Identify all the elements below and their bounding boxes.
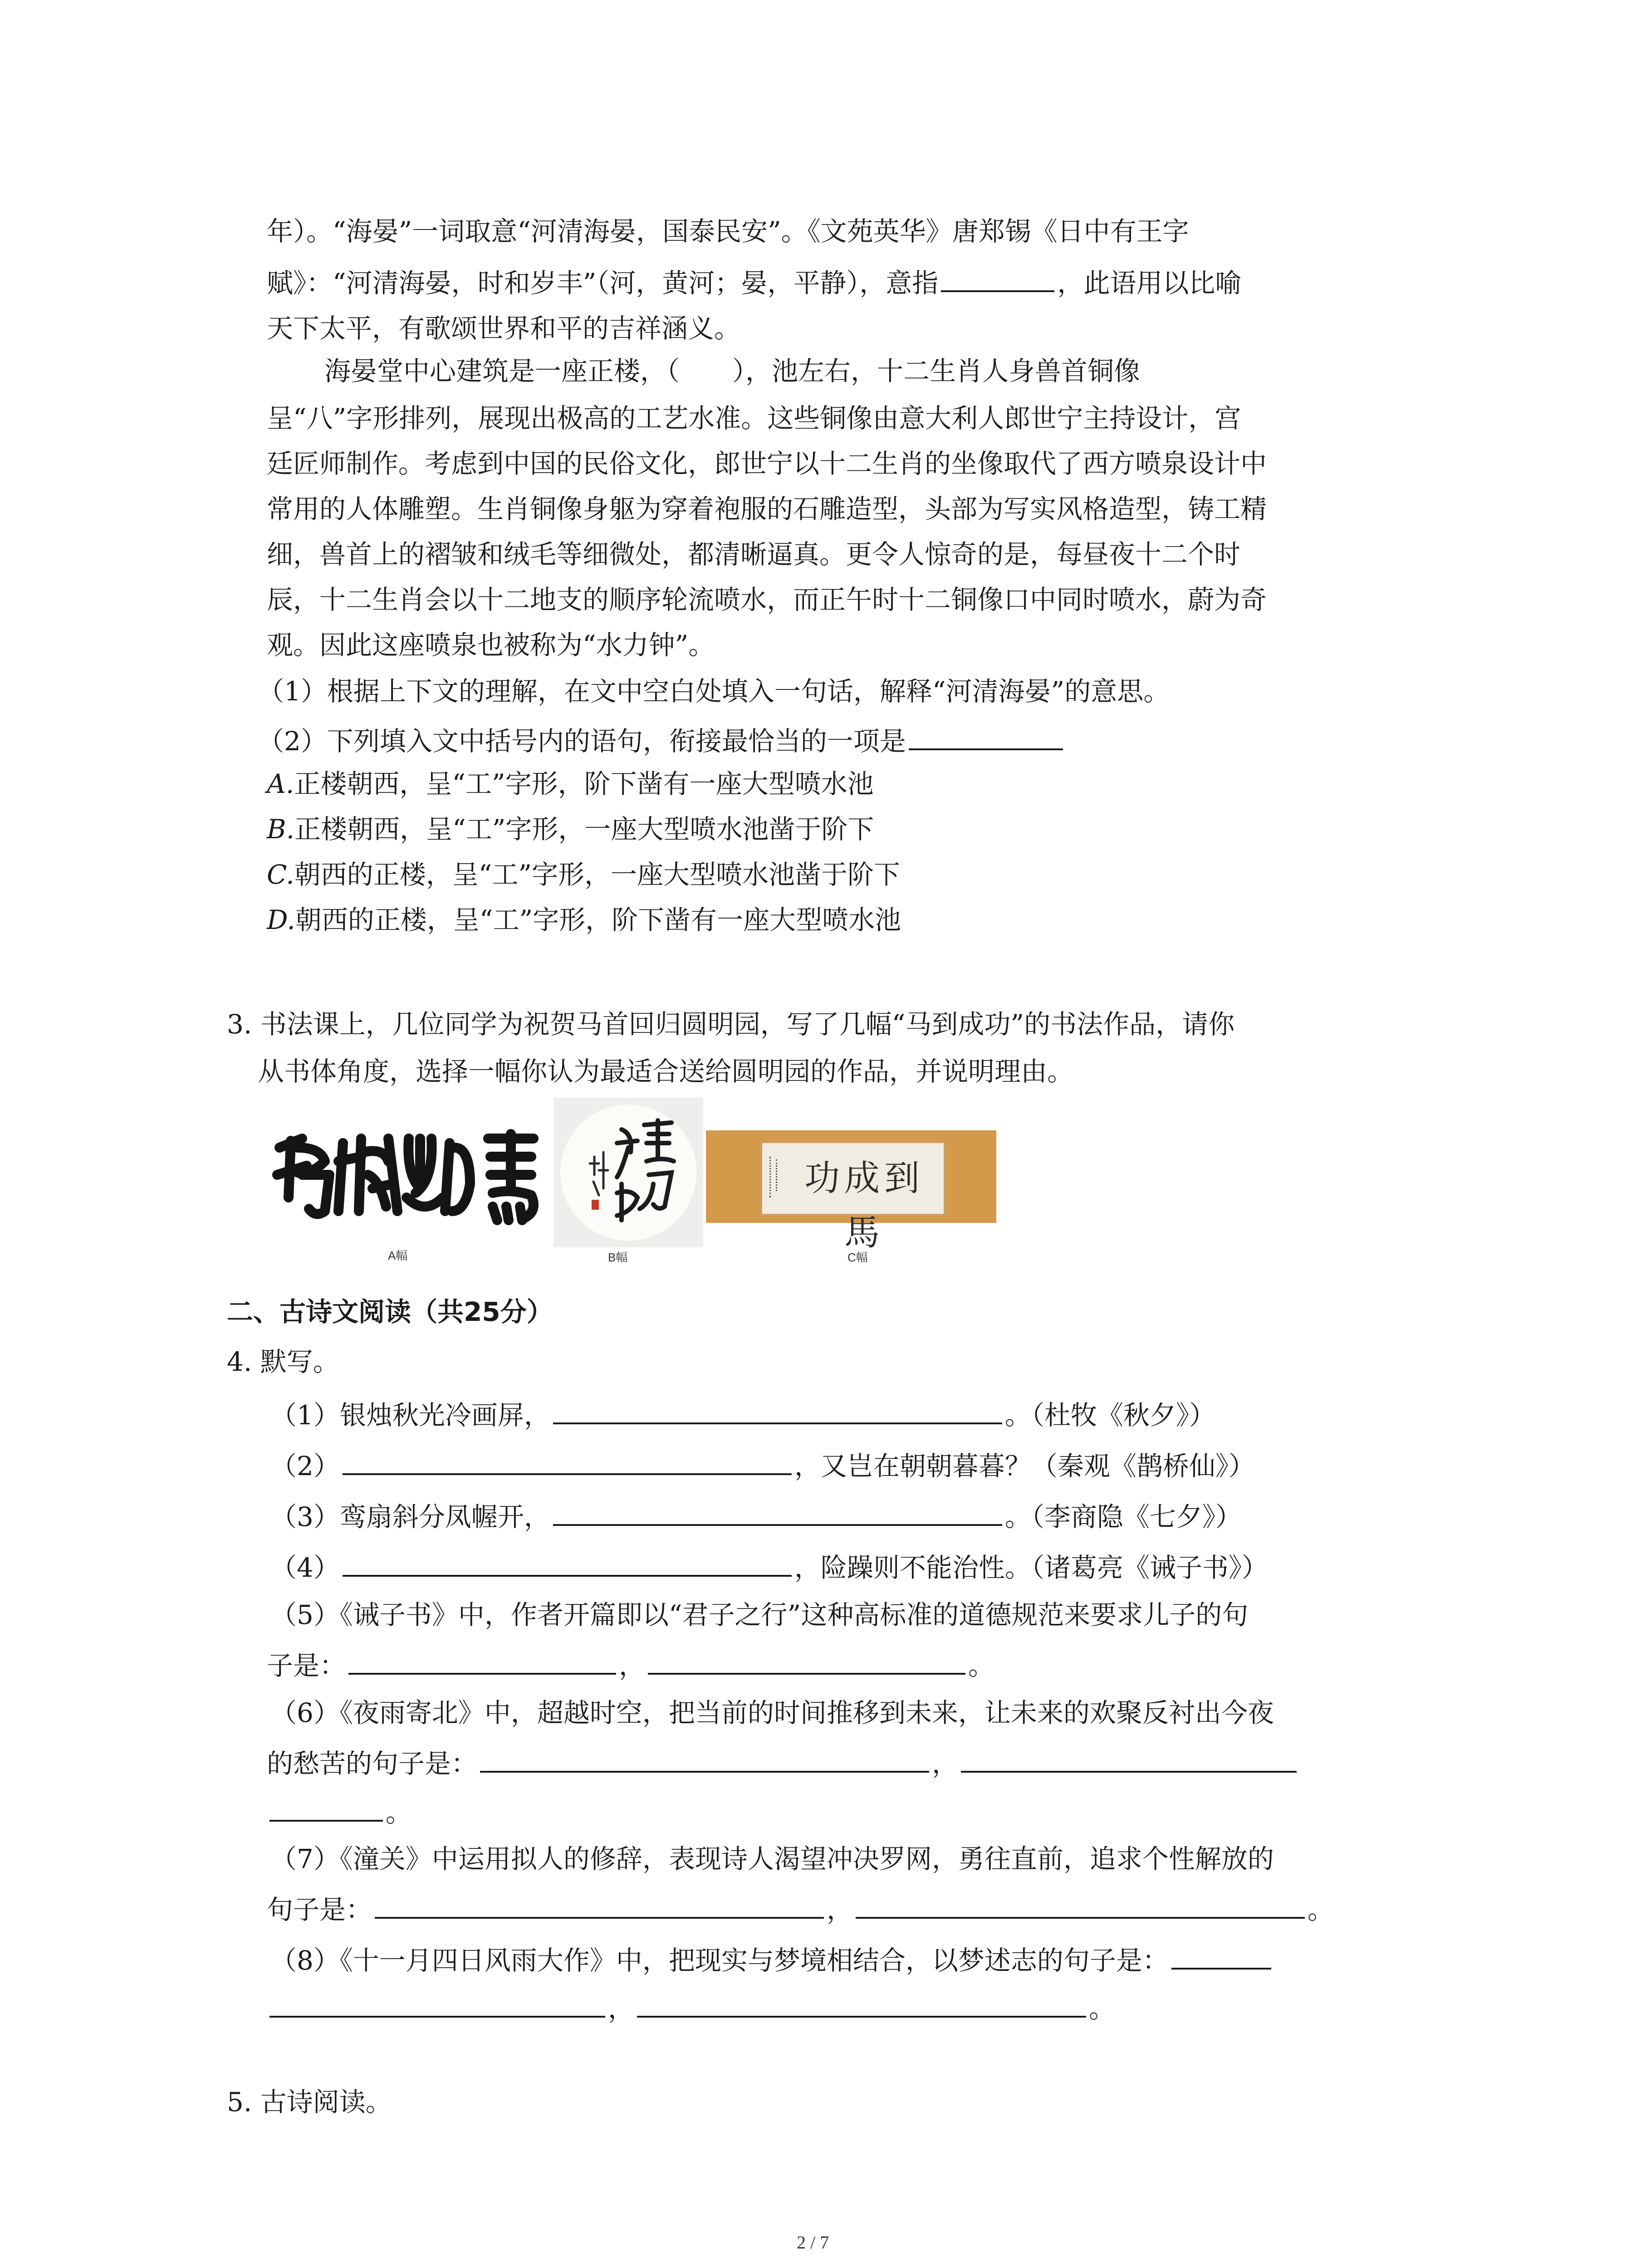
calligraphy-c-paper [760, 1141, 945, 1253]
q4-s1-blank[interactable] [553, 1394, 1002, 1424]
q4-s3 [270, 1496, 1242, 1535]
option-d-letter: D. [267, 904, 295, 935]
q4-title: 4. 默写。 [227, 1346, 339, 1377]
q4-s7-blank-1[interactable] [375, 1889, 824, 1919]
q4-s8-line-2 [267, 1988, 1115, 2027]
passage-line-2-text: 赋》：“河清海晏，时和岁丰”（河，黄河；晏，平静），意指 [267, 268, 939, 298]
q4-s3-source: 。（李商隐《七夕》） [1004, 1501, 1242, 1532]
q4-s4-blank[interactable] [343, 1547, 792, 1577]
q4-s7-line-1: （7）《潼关》中运用拟人的修辞，表现诗人渴望冲决罗网，勇往直前，追求个性解放的 [270, 1843, 1274, 1874]
option-b[interactable] [267, 811, 874, 847]
q2-sub2 [258, 720, 1066, 759]
q4-s3-blank[interactable] [553, 1496, 1002, 1526]
option-b-letter: B. [267, 814, 295, 845]
q4-s3-text: （3）鸾扇斜分凤幄开， [270, 1501, 550, 1532]
q4-s6-end: 。 [386, 1797, 412, 1828]
q4-s8-end: 。 [1089, 1993, 1116, 2024]
q3-line-2: 从书体角度，选择一幅你认为最适合送给圆明园的作品，并说明理由。 [258, 1056, 1074, 1087]
option-b-text: 正楼朝西，呈“工”字形，一座大型喷水池凿于阶下 [294, 814, 874, 845]
option-a-text: 正楼朝西，呈“工”字形，阶下凿有一座大型喷水池 [294, 768, 874, 799]
q4-s1-text: （1）银烛秋光冷画屏， [270, 1400, 550, 1431]
q3-line-1: 3. 书法课上，几位同学为祝贺马首回归圆明园，写了几幅“马到成功”的书法作品，请你 [227, 1009, 1235, 1040]
q4-s4-num: （4） [270, 1552, 340, 1583]
q5-title: 5. 古诗阅读。 [227, 2087, 392, 2117]
q4-s8-comma: ， [608, 1993, 635, 2024]
q2-sub2-text: （2）下列填入文中括号内的语句，衔接最恰当的一项是 [258, 726, 906, 757]
q4-s5-prefix: 子是： [267, 1650, 346, 1681]
q4-s5-line-1: （5）《诫子书》中，作者开篇即以“君子之行”这种高标准的道德规范来要求儿子的句 [270, 1599, 1249, 1630]
option-d[interactable] [267, 902, 901, 938]
q4-s2 [270, 1445, 1255, 1484]
q4-s5-blank-2[interactable] [648, 1645, 965, 1675]
q4-s6-blank-1[interactable] [480, 1743, 929, 1773]
q4-s2-text: ，又岂在朝朝暮暮？（秦观《鹊桥仙》） [794, 1451, 1255, 1481]
passage-line-5: 呈“八”字形排列，展现出极高的工艺水准。这些铜像由意大利人郎世宁主持设计，宫 [267, 403, 1241, 434]
q4-s6-comma: ， [932, 1748, 959, 1779]
q4-s6-prefix: 的愁苦的句子是： [267, 1748, 478, 1779]
option-a-letter: A. [267, 768, 294, 799]
calligraphy-a-image [270, 1120, 552, 1234]
q4-s4 [270, 1547, 1268, 1586]
passage-line-3: 天下太平，有歌颂世界和平的吉祥涵义。 [267, 313, 741, 344]
passage-line-7: 常用的人体雕塑。生肖铜像身躯为穿着袍服的石雕造型，头部为写实风格造型，铸工精 [267, 494, 1267, 524]
q4-s5-comma: ， [619, 1650, 646, 1681]
q4-s4-text: ，险躁则不能治性。（诸葛亮《诫子书》） [794, 1552, 1268, 1583]
q4-s8-blank-0[interactable] [1171, 1940, 1271, 1970]
q4-s1-source: 。（杜牧《秋夕》） [1004, 1400, 1215, 1431]
section-2-title: 二、古诗文阅读（共25分） [227, 1296, 553, 1327]
passage-line-8: 细，兽首上的褶皱和绒毛等细微处，都清晰逼真。更令人惊奇的是，每昼夜十二个时 [267, 539, 1241, 570]
q4-s8-blank-2[interactable] [637, 1988, 1086, 2018]
q4-s7-end: 。 [1308, 1894, 1334, 1925]
q4-s1 [270, 1394, 1215, 1433]
q4-s8-blank-1[interactable] [269, 1988, 605, 2018]
calligraphy-c-inscription-2 [776, 1159, 780, 1191]
q2-answer-blank[interactable] [909, 720, 1063, 750]
calligraphy-c-text: 功成到馬 [804, 1158, 924, 1253]
q4-s2-blank[interactable] [343, 1445, 792, 1475]
calligraphy-c-image [706, 1130, 996, 1253]
q4-s7-comma: ， [827, 1894, 853, 1925]
caption-a: A幅 [388, 1249, 408, 1262]
q4-s6-line-2 [267, 1743, 1299, 1782]
page-number: 2 / 7 [797, 2232, 829, 2253]
passage-line-2 [267, 262, 1241, 301]
option-c-letter: C. [267, 859, 294, 890]
answer-blank[interactable] [941, 262, 1054, 292]
q4-s6-line-1: （6）《夜雨寄北》中，超越时空，把当前的时间推移到未来，让未来的欢聚反衬出今夜 [270, 1697, 1274, 1728]
calligraphy-b-image [554, 1098, 703, 1247]
q4-s8-text: （8）《十一月四日风雨大作》中，把现实与梦境相结合，以梦述志的句子是： [270, 1945, 1169, 1976]
q2-sub1: （1）根据上下文的理解，在文中空白处填入一句话，解释“河清海晏”的意思。 [258, 676, 1170, 707]
q4-s6-blank-2[interactable] [961, 1743, 1297, 1773]
q4-s7-line-2 [267, 1889, 1334, 1928]
q4-s6-line-3 [267, 1792, 412, 1831]
option-d-text: 朝西的正楼，呈“工”字形，阶下凿有一座大型喷水池 [295, 904, 901, 935]
calligraphy-c-inscription [769, 1157, 774, 1198]
q4-s7-blank-2[interactable] [856, 1889, 1305, 1919]
q4-s7-prefix: 句子是： [267, 1894, 372, 1925]
passage-line-10: 观。因此这座喷泉也被称为“水力钟”。 [267, 630, 715, 660]
caption-c: C幅 [847, 1251, 868, 1264]
caption-b: B幅 [608, 1251, 628, 1264]
option-a[interactable] [267, 766, 874, 802]
q4-s2-num: （2） [270, 1451, 340, 1481]
passage-line-9: 辰，十二生肖会以十二地支的顺序轮流喷水，而正午时十二铜像口中同时喷水，蔚为奇 [267, 584, 1267, 615]
passage-line-1: 年）。“海晏”一词取意“河清海晏，国泰民安”。《文苑英华》唐郑锡《日中有王字 [267, 216, 1189, 247]
option-c[interactable] [267, 856, 900, 893]
q4-s5-blank-1[interactable] [348, 1645, 616, 1675]
q4-s5-end: 。 [968, 1650, 995, 1681]
q4-s6-blank-3[interactable] [269, 1792, 383, 1822]
q4-s8-line-1 [270, 1940, 1274, 1979]
passage-line-4: 海晏堂中心建筑是一座正楼，（ ），池左右，十二生肖人身兽首铜像 [324, 356, 1141, 386]
passage-line-2-tail: ，此语用以比喻 [1057, 268, 1242, 298]
passage-line-6: 廷匠师制作。考虑到中国的民俗文化，郎世宁以十二生肖的坐像取代了西方喷泉设计中 [267, 448, 1267, 479]
option-c-text: 朝西的正楼，呈“工”字形，一座大型喷水池凿于阶下 [294, 859, 901, 890]
q4-s5-line-2 [267, 1645, 994, 1684]
